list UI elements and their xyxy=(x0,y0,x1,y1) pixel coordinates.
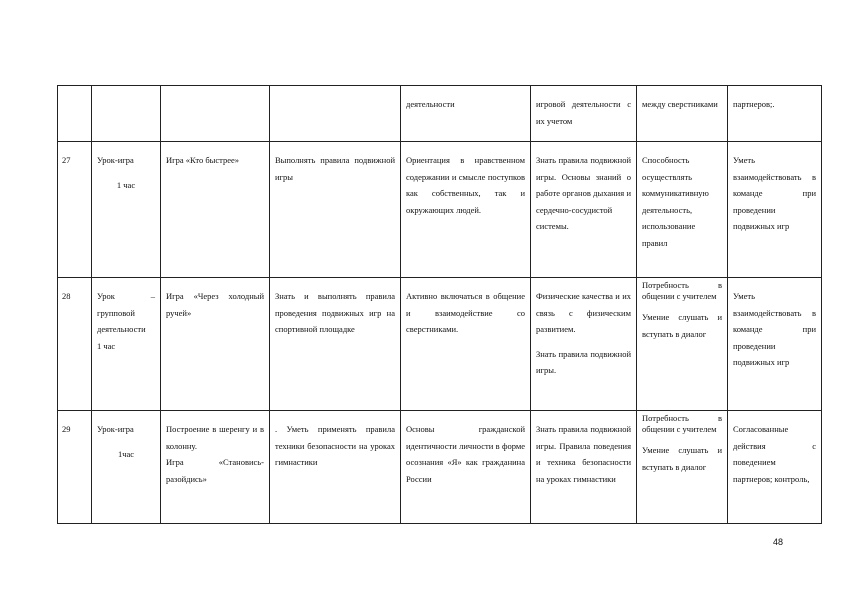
lesson-hours: 1 час xyxy=(97,340,116,351)
subject-results: Знать правила подвижной игры. Правила поведения и техника безопасности на уроках гимнастики xyxy=(531,411,637,524)
subject-results-text: Знать правила подвижной игры. xyxy=(536,348,631,376)
table-row xyxy=(58,278,822,411)
lesson-hours: 1час xyxy=(117,448,135,459)
subject-results-text: Физические качества и их связь с физическим развитием. xyxy=(536,291,631,335)
page-number: 48 xyxy=(773,537,784,547)
lesson-content: Игра «Кто быстрее» xyxy=(161,142,270,278)
cognitive-results xyxy=(637,411,728,524)
cognitive-results-text: Потребность в общении с учителем xyxy=(642,280,722,301)
lesson-content xyxy=(161,411,270,524)
cognitive-results: Способность осуществлять коммуникативную деятельность, использование правил xyxy=(637,142,728,278)
lesson-number: 29 xyxy=(58,411,92,524)
lesson-type: Урок-игра xyxy=(97,155,134,165)
lesson-type-cell xyxy=(92,411,161,524)
lesson-plan-table xyxy=(57,85,822,524)
table-cell: между сверстниками xyxy=(637,86,728,142)
cognitive-results xyxy=(637,278,728,411)
cognitive-results-text: Умение слушать и вступать в диалог xyxy=(642,445,722,472)
table-cell: игровой деятельности с их учетом xyxy=(531,86,637,142)
communicative-results: Согласованные действия с поведением партнеров; контроль, xyxy=(728,411,822,524)
table-row-continuation xyxy=(58,86,822,142)
table-cell: деятельности xyxy=(401,86,531,142)
lesson-hours: 1 час xyxy=(116,179,136,190)
table-cell xyxy=(161,86,270,142)
lesson-content-text: Игра «Становись-разойдись» xyxy=(166,457,264,484)
communicative-results: Уметь взаимодействовать в команде при проведении подвижных игр xyxy=(728,142,822,278)
lesson-type-cell xyxy=(92,278,161,411)
lesson-type: Урок-игра xyxy=(97,424,134,434)
cognitive-results-text: Умение слушать и вступать в диалог xyxy=(642,312,722,339)
communicative-results: Уметь взаимодействовать в команде при проведении подвижных игр xyxy=(728,278,822,411)
cognitive-results-text: Потребность в общении с учителем xyxy=(642,413,722,434)
lesson-content-text: Построение в шеренгу и в колонну. xyxy=(166,424,264,451)
table-cell: партнеров;. xyxy=(728,86,822,142)
table-cell xyxy=(270,86,401,142)
lesson-type-cell xyxy=(92,142,161,278)
personal-results: Ориентация в нравственном содержании и смысле поступков как собственных, так и окружающих людей. xyxy=(401,142,531,278)
personal-results: Активно включаться в общение и взаимодействие со сверстниками. xyxy=(401,278,531,411)
subject-results xyxy=(531,278,637,411)
table-row xyxy=(58,411,822,524)
table-row xyxy=(58,142,822,278)
lesson-type: Урок – групповой деятельности xyxy=(97,291,155,335)
lesson-number: 27 xyxy=(58,142,92,278)
subject-results: Знать правила подвижной игры. Основы знаний о работе органов дыхания и сердечно-сосудистой системы. xyxy=(531,142,637,278)
lesson-activity: . Уметь применять правила техники безопасности на уроках гимнастики xyxy=(270,411,401,524)
table-cell xyxy=(92,86,161,142)
table-cell xyxy=(58,86,92,142)
lesson-activity: Выполнять правила подвижной игры xyxy=(270,142,401,278)
personal-results: Основы гражданской идентичности личности в форме осознания «Я» как гражданина России xyxy=(401,411,531,524)
lesson-content: Игра «Через холодный ручей» xyxy=(161,278,270,411)
lesson-number: 28 xyxy=(58,278,92,411)
lesson-activity: Знать и выполнять правила проведения подвижных игр на спортивной площадке xyxy=(270,278,401,411)
